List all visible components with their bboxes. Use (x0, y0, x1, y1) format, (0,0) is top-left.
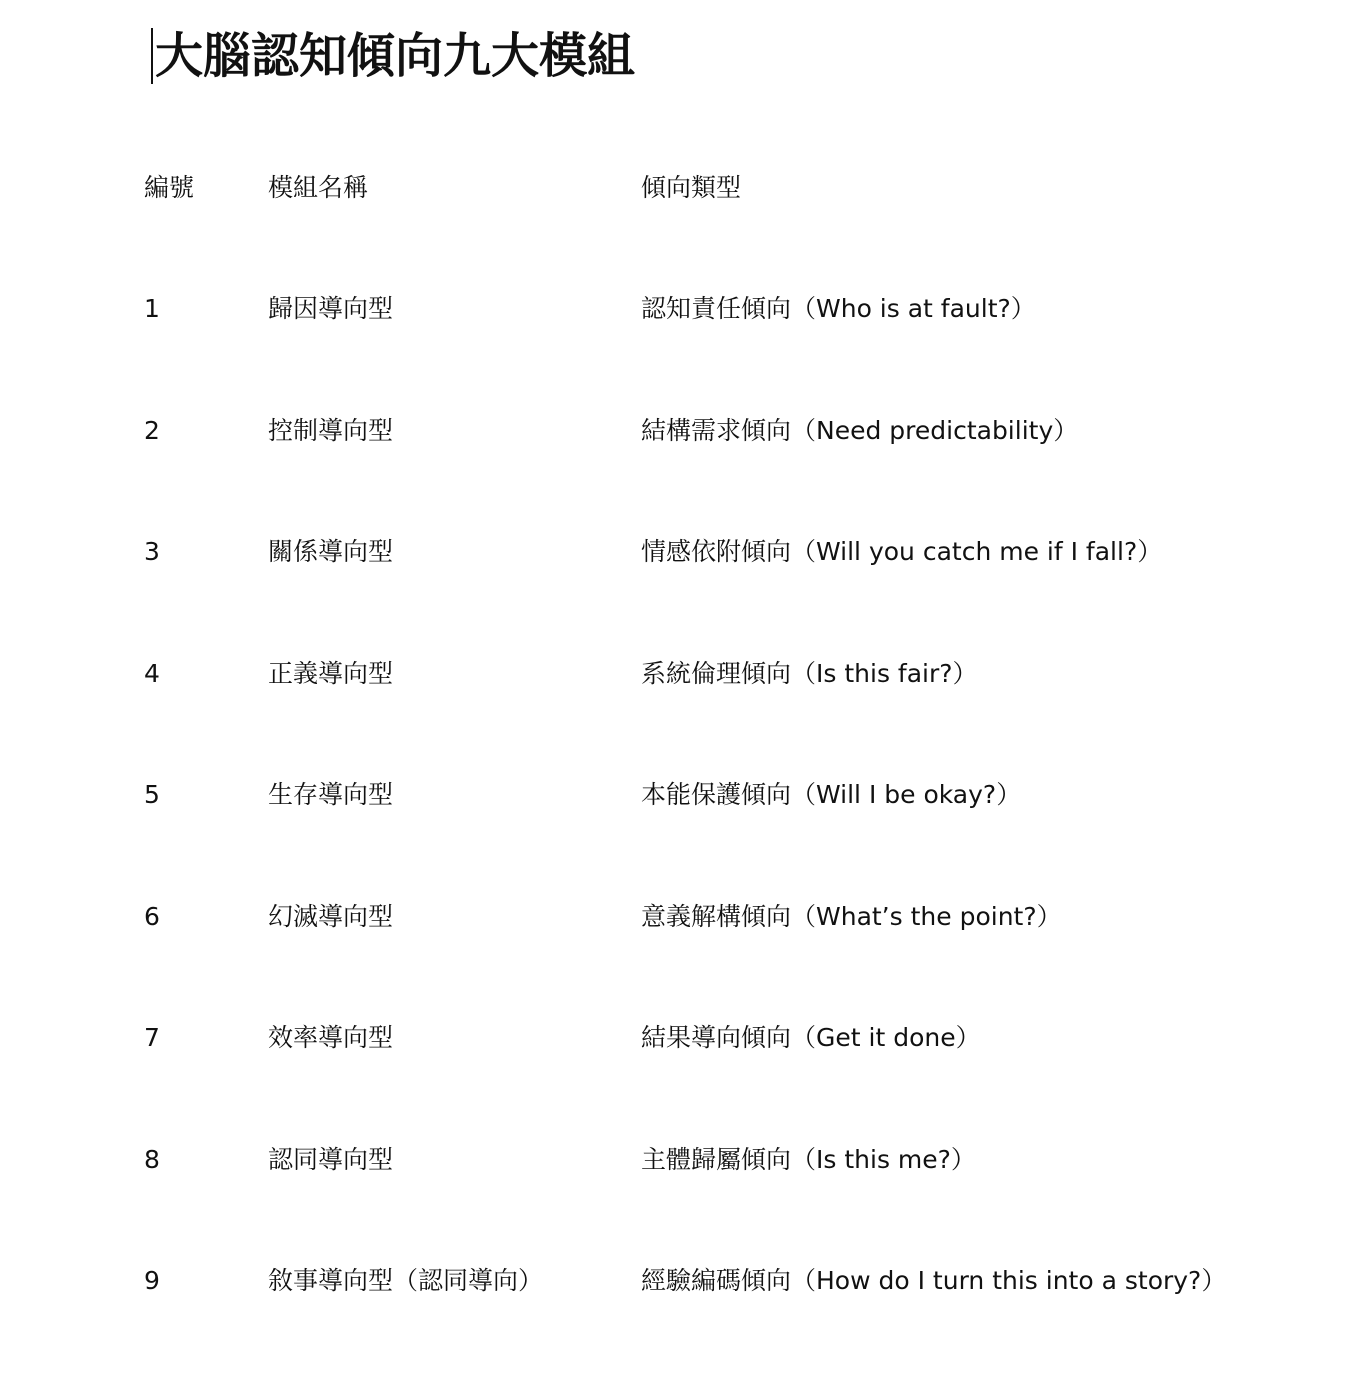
row-number: 1 (144, 294, 160, 323)
row-number: 3 (144, 537, 160, 566)
row-tendency-type: 認知責任傾向（Who is at fault?） (641, 294, 1036, 323)
row-tendency-type: 系統倫理傾向（Is this fair?） (641, 659, 978, 688)
table-row (0, 654, 1366, 694)
row-module-name: 正義導向型 (268, 659, 394, 688)
row-module-name: 歸因導向型 (268, 294, 394, 323)
row-tendency-type: 情感依附傾向（Will you catch me if I fall?） (641, 537, 1163, 566)
row-number: 5 (144, 780, 160, 809)
row-number: 7 (144, 1023, 160, 1052)
table-row (0, 1140, 1366, 1180)
row-number: 2 (144, 416, 160, 445)
row-tendency-type: 經驗編碼傾向（How do I turn this into a story?） (641, 1266, 1227, 1295)
row-number: 6 (144, 902, 160, 931)
row-module-name: 效率導向型 (268, 1023, 394, 1052)
row-tendency-type: 主體歸屬傾向（Is this me?） (641, 1145, 976, 1174)
row-number: 8 (144, 1145, 160, 1174)
row-module-name: 認同導向型 (268, 1145, 394, 1174)
row-number: 9 (144, 1266, 160, 1295)
row-module-name: 生存導向型 (268, 780, 394, 809)
table-row (0, 897, 1366, 937)
row-module-name: 幻滅導向型 (268, 902, 394, 931)
row-tendency-type: 本能保護傾向（Will I be okay?） (641, 780, 1022, 809)
table-header-row (0, 168, 1366, 208)
row-tendency-type: 意義解構傾向（What’s the point?） (641, 902, 1062, 931)
table-row (0, 775, 1366, 815)
table-row (0, 1018, 1366, 1058)
text-cursor (151, 28, 153, 84)
header-module-name: 模組名稱 (268, 173, 369, 202)
row-tendency-type: 結果導向傾向（Get it done） (641, 1023, 981, 1052)
row-module-name: 控制導向型 (268, 416, 394, 445)
row-tendency-type: 結構需求傾向（Need predictability） (641, 416, 1079, 445)
row-number: 4 (144, 659, 160, 688)
header-number: 編號 (144, 173, 195, 202)
row-module-name: 關係導向型 (268, 537, 394, 566)
table-row (0, 1261, 1366, 1301)
header-tendency-type: 傾向類型 (641, 173, 742, 202)
table-row (0, 532, 1366, 572)
table-row (0, 411, 1366, 451)
document-title[interactable]: 大腦認知傾向九大模組 (155, 28, 636, 84)
row-module-name: 敘事導向型（認同導向） (268, 1266, 544, 1295)
table-row (0, 289, 1366, 329)
